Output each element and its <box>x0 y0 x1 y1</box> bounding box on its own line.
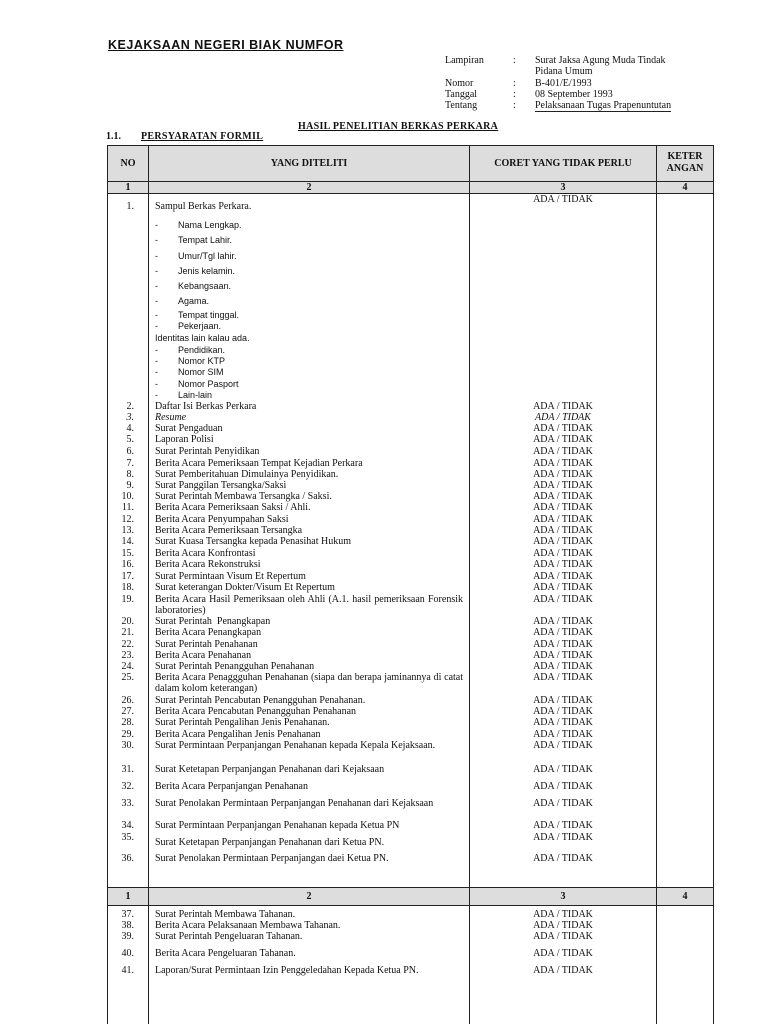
header-note: ANGAN <box>666 163 704 174</box>
row-number: 32. <box>121 781 134 792</box>
row-status: ADA / TIDAK <box>533 458 593 469</box>
row-number: 2. <box>126 401 134 412</box>
row-number: 12. <box>121 514 134 525</box>
row-number: 5. <box>126 434 134 445</box>
row-text: Surat Perintah Penangguhan Penahanan <box>155 661 315 672</box>
colnum-2: 2 <box>306 182 312 193</box>
section-title: PERSYARATAN FORMIL <box>141 131 264 142</box>
row-number: 36. <box>121 853 134 864</box>
row-text: Surat Panggilan Tersangka/Saksi <box>155 480 287 491</box>
row-status: ADA / TIDAK <box>535 412 591 423</box>
row-text: Surat Perintah Penahanan <box>155 639 258 650</box>
document-title: HASIL PENELITIAN BERKAS PERKARA <box>298 121 499 132</box>
row-text: Berita Acara Penaggguhan Penahanan (siapa dan berapa jaminannya di catat dalam kolom keterangan) <box>155 672 463 695</box>
row-status: ADA / TIDAK <box>533 740 593 751</box>
row-text: Surat Perintah Membawa Tersangka / Saksi. <box>155 491 332 502</box>
dash: - <box>155 296 158 306</box>
dash: - <box>155 356 158 366</box>
row-number: 18. <box>121 582 134 593</box>
row-text: Berita Acara Pemeriksaan Tempat Kejadian Perkara <box>155 458 363 469</box>
row-text: Surat Ketetapan Perpanjangan Penahanan dari Kejaksaan <box>155 764 385 775</box>
row-number: 25. <box>121 672 134 683</box>
row-text: Berita Acara Hasil Pemeriksaan oleh Ahli (A.1. hasil pemeriksaan Forensik laboratories) <box>155 594 463 617</box>
row-number: 24. <box>121 661 134 672</box>
row-number: 13. <box>121 525 134 536</box>
dash: - <box>155 310 158 320</box>
dash: - <box>155 379 158 389</box>
row-status: ADA / TIDAK <box>533 639 593 650</box>
row-status: ADA / TIDAK <box>533 582 593 593</box>
row-status: ADA / TIDAK <box>533 446 593 457</box>
row-number: 4. <box>126 423 134 434</box>
meta-value-nomor: B-401/E/1993 <box>535 78 592 89</box>
identitas-item: Pendidikan. <box>178 345 226 355</box>
row-number: 30. <box>121 740 134 751</box>
row-text: Surat Kuasa Tersangka kepada Penasihat Hukum <box>155 536 352 547</box>
row-text: Surat Perintah Pengeluaran Tahanan. <box>155 931 303 942</box>
row-number: 21. <box>121 627 134 638</box>
row-number: 40. <box>121 948 134 959</box>
row-status: ADA / TIDAK <box>533 695 593 706</box>
dash: - <box>155 281 158 291</box>
subitem: Kebangsaan. <box>178 281 232 291</box>
subitem: Tempat Lahir. <box>178 235 233 245</box>
header-note: KETER <box>667 151 703 162</box>
row-status: ADA / TIDAK <box>533 491 593 502</box>
row-text: Surat Perintah Penyidikan <box>155 446 260 457</box>
row-number: 38. <box>121 920 134 931</box>
dash: - <box>155 390 158 400</box>
row-text: Berita Acara Pengeluaran Tahanan. <box>155 948 296 959</box>
meta-colon: : <box>513 55 516 66</box>
row-status: ADA / TIDAK <box>533 401 593 412</box>
dash: - <box>155 266 158 276</box>
row-status: ADA / TIDAK <box>533 781 593 792</box>
table-rule <box>107 905 714 906</box>
dash: - <box>155 235 158 245</box>
row-text: Surat Permintaan Perpanjangan Penahanan kepada Ketua PN <box>155 820 400 831</box>
row-status: ADA / TIDAK <box>533 764 593 775</box>
row-status: ADA / TIDAK <box>533 480 593 491</box>
row-text: Laporan Polisi <box>155 434 214 445</box>
row-text: Berita Acara Penangkapan <box>155 627 262 638</box>
row-text: Berita Acara Pemeriksaan Saksi / Ahli. <box>155 502 311 513</box>
identitas-item: Lain-lain <box>178 390 213 400</box>
subitem: Nama Lengkap. <box>178 220 242 230</box>
row-number: 17. <box>121 571 134 582</box>
colnum-4: 4 <box>682 891 688 902</box>
row-text: Berita Acara Pengalihan Jenis Penahanan <box>155 729 321 740</box>
subitem: Jenis kelamin. <box>178 266 236 276</box>
row-text: Berita Acara Penyumpahan Saksi <box>155 514 289 525</box>
row-text: Sampul Berkas Perkara. <box>155 201 252 212</box>
colnum-4: 4 <box>682 182 688 193</box>
dash: - <box>155 251 158 261</box>
row-status: ADA / TIDAK <box>533 525 593 536</box>
row-number: 29. <box>121 729 134 740</box>
row-text: Berita Acara Rekonstruksi <box>155 559 261 570</box>
header-no: NO <box>120 158 136 169</box>
row-number: 33. <box>121 798 134 809</box>
row-text: Berita Acara Penahanan <box>155 650 252 661</box>
table-rule <box>107 145 714 146</box>
meta-colon: : <box>513 100 516 111</box>
row-number: 9. <box>126 480 134 491</box>
row-status: ADA / TIDAK <box>533 536 593 547</box>
row-status: ADA / TIDAK <box>533 920 593 931</box>
row-number: 16. <box>121 559 134 570</box>
row-number: 20. <box>121 616 134 627</box>
identitas-item: Nomor KTP <box>178 356 226 366</box>
header-item: YANG DITELITI <box>270 158 348 169</box>
meta-value-tentang: Pelaksanaan Tugas Prapenuntutan <box>535 100 672 111</box>
row-text: Daftar Isi Berkas Perkara <box>155 401 257 412</box>
row-text: Surat Penolakan Permintaan Perpanjangan Penahanan dari Kejaksaan <box>155 798 434 809</box>
row-text: Surat keterangan Dokter/Visum Et Repertum <box>155 582 335 593</box>
row-number: 28. <box>121 717 134 728</box>
row-text: Surat Pengaduan <box>155 423 223 434</box>
row-text: Berita Acara Pemeriksaan Tersangka <box>155 525 303 536</box>
row-number: 14. <box>121 536 134 547</box>
row-status: ADA / TIDAK <box>533 832 593 843</box>
row-status: ADA / TIDAK <box>533 798 593 809</box>
row-text: Surat Perintah Pengalihan Jenis Penahanan. <box>155 717 330 728</box>
row-text: Surat Pemberitahuan Dimulainya Penyidikan. <box>155 469 339 480</box>
row-status: ADA / TIDAK <box>533 571 593 582</box>
row-status: ADA / TIDAK <box>533 423 593 434</box>
row-number: 15. <box>121 548 134 559</box>
row-status: ADA / TIDAK <box>533 650 593 661</box>
row-number: 37. <box>121 909 134 920</box>
row-text: Laporan/Surat Permintaan Izin Penggeledahan Kepada Ketua PN. <box>155 965 419 976</box>
row-text: Surat Penolakan Permintaan Perpanjangan daei Ketua PN. <box>155 853 389 864</box>
dash: - <box>155 220 158 230</box>
subitem: Tempat tinggal. <box>178 310 240 320</box>
row-number: 19. <box>121 594 134 605</box>
row-number: 23. <box>121 650 134 661</box>
colnum-1: 1 <box>125 891 131 902</box>
subitem: Umur/Tgl lahir. <box>178 251 237 261</box>
row-status: ADA / TIDAK <box>533 909 593 920</box>
row-status: ADA / TIDAK <box>533 559 593 570</box>
row-text: Surat Permintaan Perpanjangan Penahanan kepada Kepala Kejaksaan. <box>155 740 436 751</box>
row-text: Surat Perintah Penangkapan <box>155 616 271 627</box>
row-number: 10. <box>121 491 134 502</box>
row-status: ADA / TIDAK <box>533 514 593 525</box>
row-status: ADA / TIDAK <box>533 548 593 559</box>
meta-label-lampiran: Lampiran <box>445 55 484 66</box>
row-status: ADA / TIDAK <box>533 469 593 480</box>
row-number: 31. <box>121 764 134 775</box>
header-strike: CORET YANG TIDAK PERLU <box>494 158 632 169</box>
row-number: 35. <box>121 832 134 843</box>
row-text: Surat Perintah Membawa Tahanan. <box>155 909 296 920</box>
row-status: ADA / TIDAK <box>533 717 593 728</box>
identitas-label: Identitas lain kalau ada. <box>155 333 250 343</box>
meta-colon: : <box>513 78 516 89</box>
row-status: ADA / TIDAK <box>533 853 593 864</box>
table-rule <box>107 887 714 888</box>
meta-label-tanggal: Tanggal <box>445 89 478 100</box>
row-number: 27. <box>121 706 134 717</box>
row-status: ADA / TIDAK <box>533 965 593 976</box>
row-status: ADA / TIDAK <box>533 502 593 513</box>
row-status: ADA / TIDAK <box>533 820 593 831</box>
row-status: ADA / TIDAK <box>533 948 593 959</box>
dash: - <box>155 345 158 355</box>
row-number: 3. <box>126 412 134 423</box>
row-status: ADA / TIDAK <box>533 706 593 717</box>
row-status: ADA / TIDAK <box>533 661 593 672</box>
row-text: Berita Acara Perpanjangan Penahanan <box>155 781 308 792</box>
meta-value-lampiran: Surat Jaksa Agung Muda Tindak <box>535 55 666 66</box>
table-border <box>713 145 714 1024</box>
meta-value-tanggal: 08 September 1993 <box>535 89 613 100</box>
identitas-item: Nomor SIM <box>178 367 224 377</box>
meta-value-lampiran-cont: Pidana Umum <box>535 66 593 77</box>
dash: - <box>155 367 158 377</box>
row-number: 41. <box>121 965 134 976</box>
row-status: ADA / TIDAK <box>533 729 593 740</box>
row-text: Resume <box>155 412 187 423</box>
row-status: ADA / TIDAK <box>533 594 593 605</box>
colnum-2: 2 <box>306 891 312 902</box>
colnum-1: 1 <box>125 182 131 193</box>
dash: - <box>155 321 158 331</box>
row-status: ADA / TIDAK <box>533 931 593 942</box>
row-status: ADA / TIDAK <box>533 434 593 445</box>
row-number: 11. <box>121 502 134 513</box>
colnum-3: 3 <box>560 182 566 193</box>
row-number: 34. <box>121 820 134 831</box>
row-number: 6. <box>126 446 134 457</box>
meta-label-nomor: Nomor <box>445 78 474 89</box>
identitas-item: Nomor Pasport <box>178 379 239 389</box>
row-status: ADA / TIDAK <box>533 194 593 205</box>
row-text: Berita Acara Pelaksanaan Membawa Tahanan. <box>155 920 341 931</box>
row-status: ADA / TIDAK <box>533 616 593 627</box>
row-text: Surat Permintaan Visum Et Repertum <box>155 571 306 582</box>
subitem: Agama. <box>178 296 210 306</box>
colnum-3: 3 <box>560 891 566 902</box>
row-status: ADA / TIDAK <box>533 672 593 683</box>
subitem: Pekerjaan. <box>178 321 222 331</box>
row-number: 26. <box>121 695 134 706</box>
row-text: Surat Perintah Pencabutan Penangguhan Penahanan. <box>155 695 366 706</box>
row-number: 22. <box>121 639 134 650</box>
meta-colon: : <box>513 89 516 100</box>
row-text: Berita Acara Pencabutan Penangguhan Penahanan <box>155 706 357 717</box>
meta-label-tentang: Tentang <box>445 100 478 111</box>
row-number: 1. <box>126 201 134 212</box>
row-status: ADA / TIDAK <box>533 627 593 638</box>
section-number: 1.1. <box>106 131 121 142</box>
row-number: 8. <box>126 469 134 480</box>
row-number: 39. <box>121 931 134 942</box>
row-text: Berita Acara Konfrontasi <box>155 548 256 559</box>
organization-title: KEJAKSAAN NEGERI BIAK NUMFOR <box>108 38 344 52</box>
row-number: 7. <box>126 458 134 469</box>
row-text: Surat Ketetapan Perpanjangan Penahanan dari Ketua PN. <box>155 837 385 848</box>
